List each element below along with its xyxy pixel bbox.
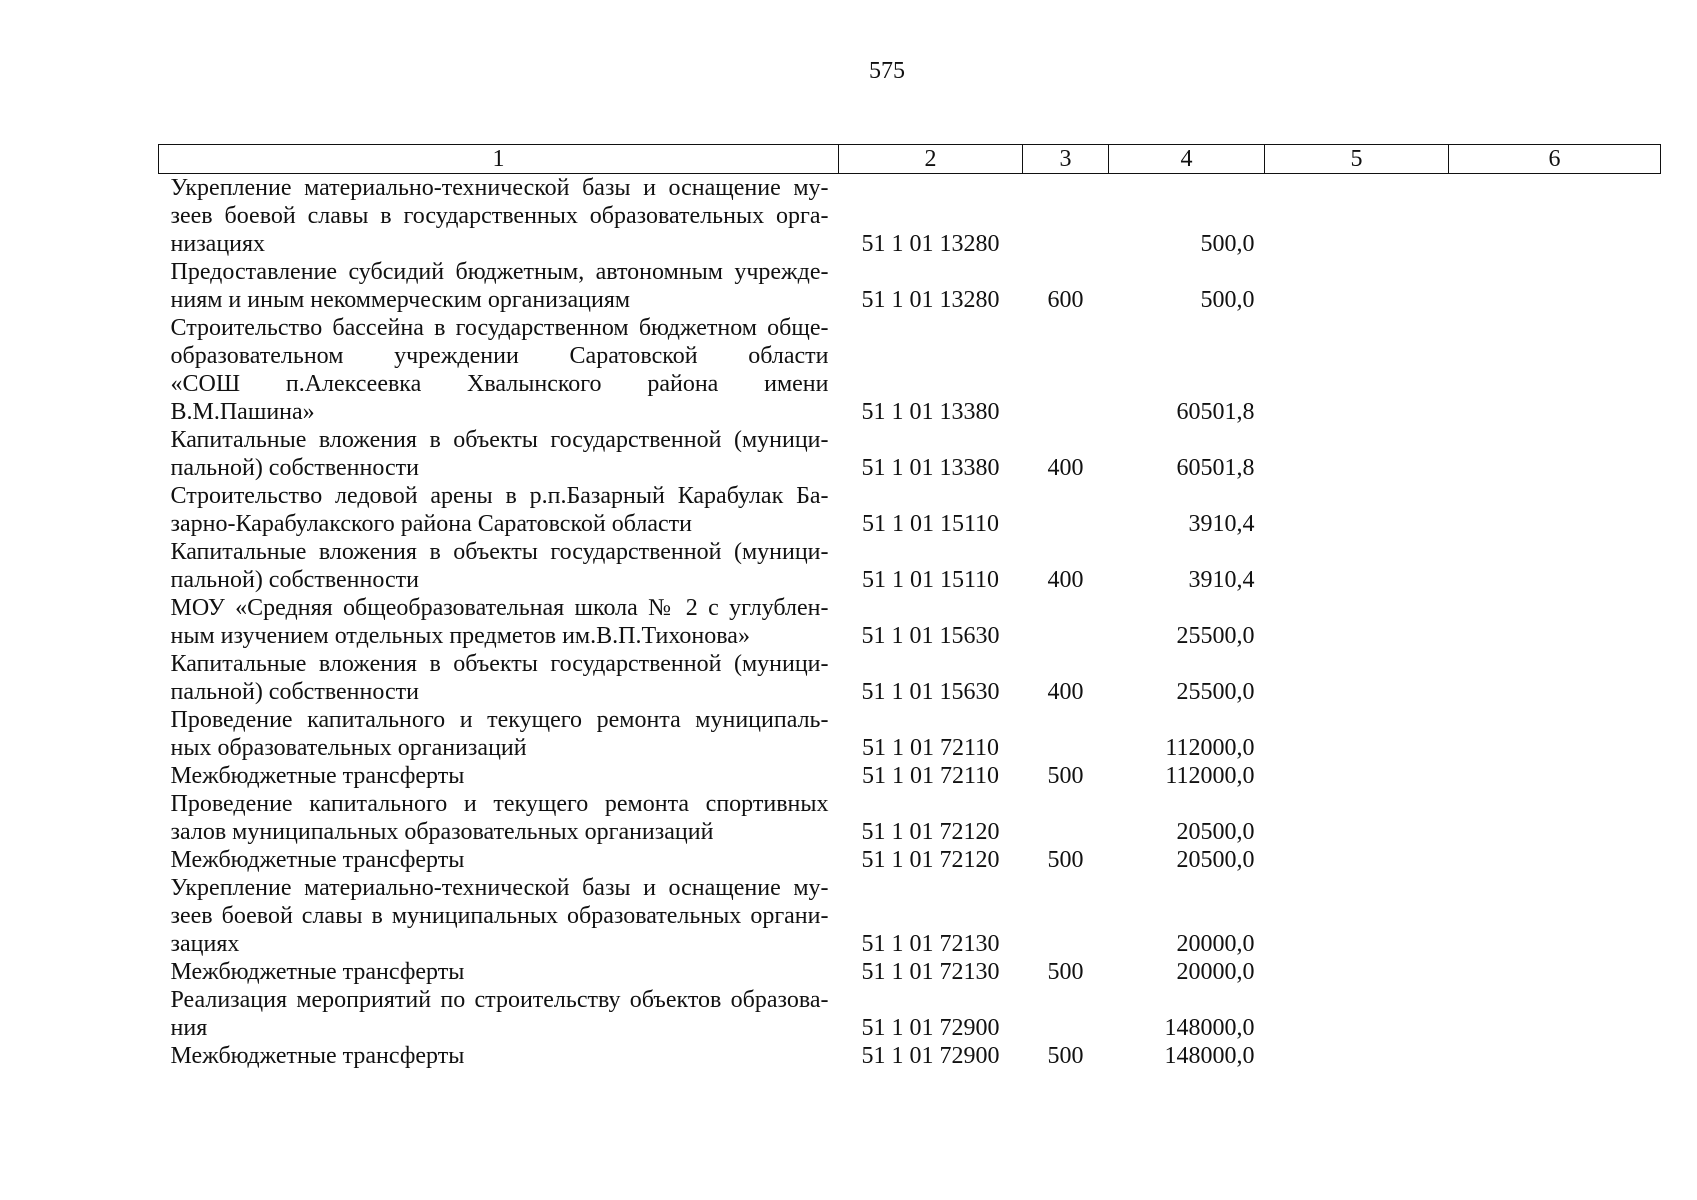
description-line: Укрепление материально-технической базы и оснащение му- bbox=[170, 175, 829, 201]
description-line: Строительство бассейна в государственном бюджетном обще- bbox=[170, 315, 829, 341]
row-description bbox=[159, 706, 839, 762]
row-expense-type: 400 bbox=[1047, 455, 1084, 481]
table-row bbox=[159, 258, 1661, 314]
description-line: низациях bbox=[170, 231, 266, 257]
row-expense-type bbox=[1023, 314, 1109, 426]
table-row bbox=[159, 174, 1661, 259]
row-expense-type bbox=[1023, 874, 1109, 958]
row-description bbox=[159, 426, 839, 482]
column-header-1: 1 bbox=[159, 145, 839, 174]
description-line: В.М.Пашина» bbox=[170, 399, 315, 425]
row-description bbox=[159, 482, 839, 538]
description-line: зарно-Карабулакского района Саратовской области bbox=[170, 511, 692, 537]
row-code: 51 1 01 13280 bbox=[861, 287, 1000, 313]
row-description bbox=[159, 314, 839, 426]
row-amount: 60501,8 bbox=[1176, 399, 1255, 425]
row-col6 bbox=[1449, 874, 1661, 958]
description-line: ния bbox=[170, 1015, 208, 1041]
row-col5 bbox=[1265, 426, 1449, 482]
row-col5 bbox=[1265, 482, 1449, 538]
row-amount: 112000,0 bbox=[1165, 735, 1255, 761]
table-row bbox=[159, 594, 1661, 650]
table-row bbox=[159, 314, 1661, 426]
row-amount: 60501,8 bbox=[1176, 455, 1255, 481]
column-header-6: 6 bbox=[1449, 145, 1661, 174]
table-row bbox=[159, 1042, 1661, 1070]
row-expense-type bbox=[1023, 482, 1109, 538]
row-code: 51 1 01 15110 bbox=[861, 511, 1000, 537]
row-description bbox=[159, 1042, 839, 1070]
row-code: 51 1 01 15630 bbox=[861, 679, 1000, 705]
row-col5 bbox=[1265, 874, 1449, 958]
table-header bbox=[159, 145, 1661, 174]
row-code: 51 1 01 72120 bbox=[861, 819, 1000, 845]
row-amount: 20500,0 bbox=[1176, 819, 1255, 845]
table-row bbox=[159, 790, 1661, 846]
description-line: Капитальные вложения в объекты государственной (муници- bbox=[170, 427, 829, 453]
row-description bbox=[159, 538, 839, 594]
row-amount: 20500,0 bbox=[1176, 847, 1255, 873]
row-code: 51 1 01 13380 bbox=[861, 399, 1000, 425]
table-row bbox=[159, 874, 1661, 958]
row-col6 bbox=[1449, 706, 1661, 762]
row-expense-type: 400 bbox=[1047, 567, 1084, 593]
row-col5 bbox=[1265, 958, 1449, 986]
row-col5 bbox=[1265, 706, 1449, 762]
description-line: Предоставление субсидий бюджетным, автономным учрежде- bbox=[170, 259, 829, 285]
row-description bbox=[159, 958, 839, 986]
table-row bbox=[159, 762, 1661, 790]
row-expense-type: 500 bbox=[1047, 847, 1084, 873]
row-expense-type: 600 bbox=[1047, 287, 1084, 313]
row-code: 51 1 01 13380 bbox=[861, 455, 1000, 481]
row-expense-type bbox=[1023, 706, 1109, 762]
row-description bbox=[159, 846, 839, 874]
row-expense-type bbox=[1023, 594, 1109, 650]
column-header-5: 5 bbox=[1265, 145, 1449, 174]
row-expense-type: 500 bbox=[1047, 763, 1084, 789]
row-col6 bbox=[1449, 650, 1661, 706]
row-amount: 25500,0 bbox=[1176, 679, 1255, 705]
row-col5 bbox=[1265, 594, 1449, 650]
table-row bbox=[159, 538, 1661, 594]
row-col5 bbox=[1265, 314, 1449, 426]
row-description bbox=[159, 762, 839, 790]
column-header-4: 4 bbox=[1109, 145, 1265, 174]
row-amount: 20000,0 bbox=[1176, 959, 1255, 985]
description-line: залов муниципальных образовательных организаций bbox=[170, 819, 714, 845]
row-col6 bbox=[1449, 762, 1661, 790]
table-row bbox=[159, 706, 1661, 762]
row-description bbox=[159, 258, 839, 314]
row-description bbox=[159, 174, 839, 259]
table-row bbox=[159, 986, 1661, 1042]
row-col5 bbox=[1265, 846, 1449, 874]
row-code: 51 1 01 72110 bbox=[861, 735, 1000, 761]
row-expense-type bbox=[1023, 174, 1109, 259]
table-row bbox=[159, 846, 1661, 874]
row-expense-type: 400 bbox=[1047, 679, 1084, 705]
row-col6 bbox=[1449, 258, 1661, 314]
description-line: Межбюджетные трансферты bbox=[170, 847, 465, 873]
description-line: МОУ «Средняя общеобразовательная школа № 2 с углублен- bbox=[170, 595, 829, 621]
row-code: 51 1 01 13280 bbox=[861, 231, 1000, 257]
description-line: Проведение капитального и текущего ремонта муниципаль- bbox=[170, 707, 829, 733]
table-row bbox=[159, 650, 1661, 706]
table-body bbox=[159, 174, 1661, 1071]
row-expense-type: 500 bbox=[1047, 959, 1084, 985]
row-col5 bbox=[1265, 538, 1449, 594]
row-col6 bbox=[1449, 426, 1661, 482]
row-description bbox=[159, 986, 839, 1042]
table-row bbox=[159, 482, 1661, 538]
description-line: ных образовательных организаций bbox=[170, 735, 527, 761]
row-code: 51 1 01 72120 bbox=[861, 847, 1000, 873]
row-code: 51 1 01 72130 bbox=[861, 931, 1000, 957]
row-amount: 25500,0 bbox=[1176, 623, 1255, 649]
description-line: образовательном учреждении Саратовской области bbox=[170, 343, 829, 369]
description-line: Укрепление материально-технической базы и оснащение му- bbox=[170, 875, 829, 901]
row-col5 bbox=[1265, 790, 1449, 846]
row-col6 bbox=[1449, 538, 1661, 594]
row-amount: 500,0 bbox=[1200, 231, 1255, 257]
row-col5 bbox=[1265, 258, 1449, 314]
row-col6 bbox=[1449, 986, 1661, 1042]
column-header-3: 3 bbox=[1023, 145, 1109, 174]
description-line: «СОШ п.Алексеевка Хвалынского района имени bbox=[170, 371, 829, 397]
description-line: Межбюджетные трансферты bbox=[170, 959, 465, 985]
row-amount: 148000,0 bbox=[1164, 1015, 1255, 1041]
row-amount: 148000,0 bbox=[1164, 1043, 1255, 1069]
header-row bbox=[159, 145, 1661, 174]
row-description bbox=[159, 650, 839, 706]
row-col6 bbox=[1449, 594, 1661, 650]
row-description bbox=[159, 874, 839, 958]
row-col5 bbox=[1265, 1042, 1449, 1070]
row-col6 bbox=[1449, 1042, 1661, 1070]
row-amount: 112000,0 bbox=[1165, 763, 1255, 789]
description-line: Межбюджетные трансферты bbox=[170, 1043, 465, 1069]
description-line: ным изучением отдельных предметов им.В.П.Тихонова» bbox=[170, 623, 750, 649]
table-row bbox=[159, 958, 1661, 986]
row-code: 51 1 01 15630 bbox=[861, 623, 1000, 649]
row-col6 bbox=[1449, 790, 1661, 846]
description-line: пальной) собственности bbox=[170, 679, 419, 705]
row-expense-type bbox=[1023, 986, 1109, 1042]
description-line: пальной) собственности bbox=[170, 455, 419, 481]
description-line: зеев боевой славы в государственных образовательных орга- bbox=[170, 203, 829, 229]
row-col6 bbox=[1449, 846, 1661, 874]
description-line: Реализация мероприятий по строительству объектов образова- bbox=[170, 987, 829, 1013]
description-line: Межбюджетные трансферты bbox=[170, 763, 465, 789]
description-line: зеев боевой славы в муниципальных образовательных органи- bbox=[170, 903, 829, 929]
description-line: зациях bbox=[170, 931, 240, 957]
row-amount: 500,0 bbox=[1200, 287, 1255, 313]
row-col5 bbox=[1265, 650, 1449, 706]
row-code: 51 1 01 72900 bbox=[861, 1015, 1000, 1041]
row-col5 bbox=[1265, 986, 1449, 1042]
page-number: 575 bbox=[869, 58, 905, 84]
row-amount: 20000,0 bbox=[1176, 931, 1255, 957]
row-col6 bbox=[1449, 958, 1661, 986]
row-col6 bbox=[1449, 174, 1661, 259]
description-line: Строительство ледовой арены в р.п.Базарный Карабулак Ба- bbox=[170, 483, 829, 509]
row-col6 bbox=[1449, 314, 1661, 426]
row-code: 51 1 01 72110 bbox=[861, 763, 1000, 789]
description-line: Проведение капитального и текущего ремонта спортивных bbox=[170, 791, 829, 817]
description-line: ниям и иным некоммерческим организациям bbox=[170, 287, 631, 313]
row-amount: 3910,4 bbox=[1188, 511, 1255, 537]
row-expense-type bbox=[1023, 790, 1109, 846]
row-description bbox=[159, 790, 839, 846]
row-col5 bbox=[1265, 762, 1449, 790]
description-line: Капитальные вложения в объекты государственной (муници- bbox=[170, 539, 829, 565]
row-code: 51 1 01 15110 bbox=[861, 567, 1000, 593]
row-col6 bbox=[1449, 482, 1661, 538]
table-row bbox=[159, 426, 1661, 482]
column-header-2: 2 bbox=[839, 145, 1023, 174]
budget-table bbox=[158, 144, 1661, 1070]
row-col5 bbox=[1265, 174, 1449, 259]
row-code: 51 1 01 72900 bbox=[861, 1043, 1000, 1069]
description-line: пальной) собственности bbox=[170, 567, 419, 593]
description-line: Капитальные вложения в объекты государственной (муници- bbox=[170, 651, 829, 677]
row-amount: 3910,4 bbox=[1188, 567, 1255, 593]
row-description bbox=[159, 594, 839, 650]
row-code: 51 1 01 72130 bbox=[861, 959, 1000, 985]
row-expense-type: 500 bbox=[1047, 1043, 1084, 1069]
